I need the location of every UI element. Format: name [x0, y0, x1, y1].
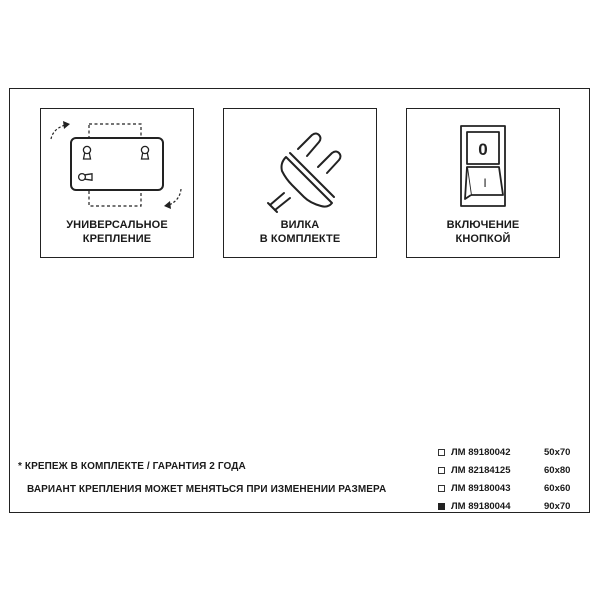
feature-label-line2: КРЕПЛЕНИЕ [82, 233, 152, 245]
feature-label-switch [407, 218, 559, 246]
warranty-note: * КРЕПЕЖ В КОМПЛЕКТЕ / ГАРАНТИЯ 2 ГОДА [18, 461, 246, 472]
model-checkbox [438, 467, 445, 474]
model-list [438, 446, 588, 518]
model-row [438, 446, 588, 464]
feature-label-line1: УНИВЕРСАЛЬНОЕ [66, 219, 168, 231]
model-row [438, 482, 588, 500]
feature-label-mounting [41, 218, 193, 246]
switch-on-mark: I [483, 176, 487, 190]
switch-off-mark: 0 [478, 140, 488, 159]
feature-card-switch [406, 108, 560, 258]
model-code: ЛМ 82184125 [451, 465, 511, 476]
feature-label-line2: В КОМПЛЕКТЕ [259, 233, 341, 245]
feature-label-line2: КНОПКОЙ [455, 233, 511, 245]
model-code: ЛМ 89180043 [451, 483, 511, 494]
feature-card-plug [223, 108, 377, 258]
feature-label-plug [224, 218, 376, 246]
model-size: 90x70 [544, 501, 571, 512]
model-checkbox [438, 449, 445, 456]
model-size: 60x60 [544, 483, 571, 494]
model-size: 50x70 [544, 447, 571, 458]
mounting-variant-note: ВАРИАНТ КРЕПЛЕНИЯ МОЖЕТ МЕНЯТЬСЯ ПРИ ИЗМЕНЕНИИ РАЗМЕРА [27, 484, 387, 495]
feature-label-line1: ВКЛЮЧЕНИЕ [446, 219, 520, 231]
feature-card-mounting [40, 108, 194, 258]
model-code: ЛМ 89180044 [451, 501, 511, 512]
model-code: ЛМ 89180042 [451, 447, 511, 458]
model-row [438, 500, 588, 518]
model-checkbox [438, 503, 445, 510]
model-size: 60x80 [544, 465, 571, 476]
model-checkbox [438, 485, 445, 492]
feature-label-line1: ВИЛКА [280, 219, 320, 231]
model-row [438, 464, 588, 482]
